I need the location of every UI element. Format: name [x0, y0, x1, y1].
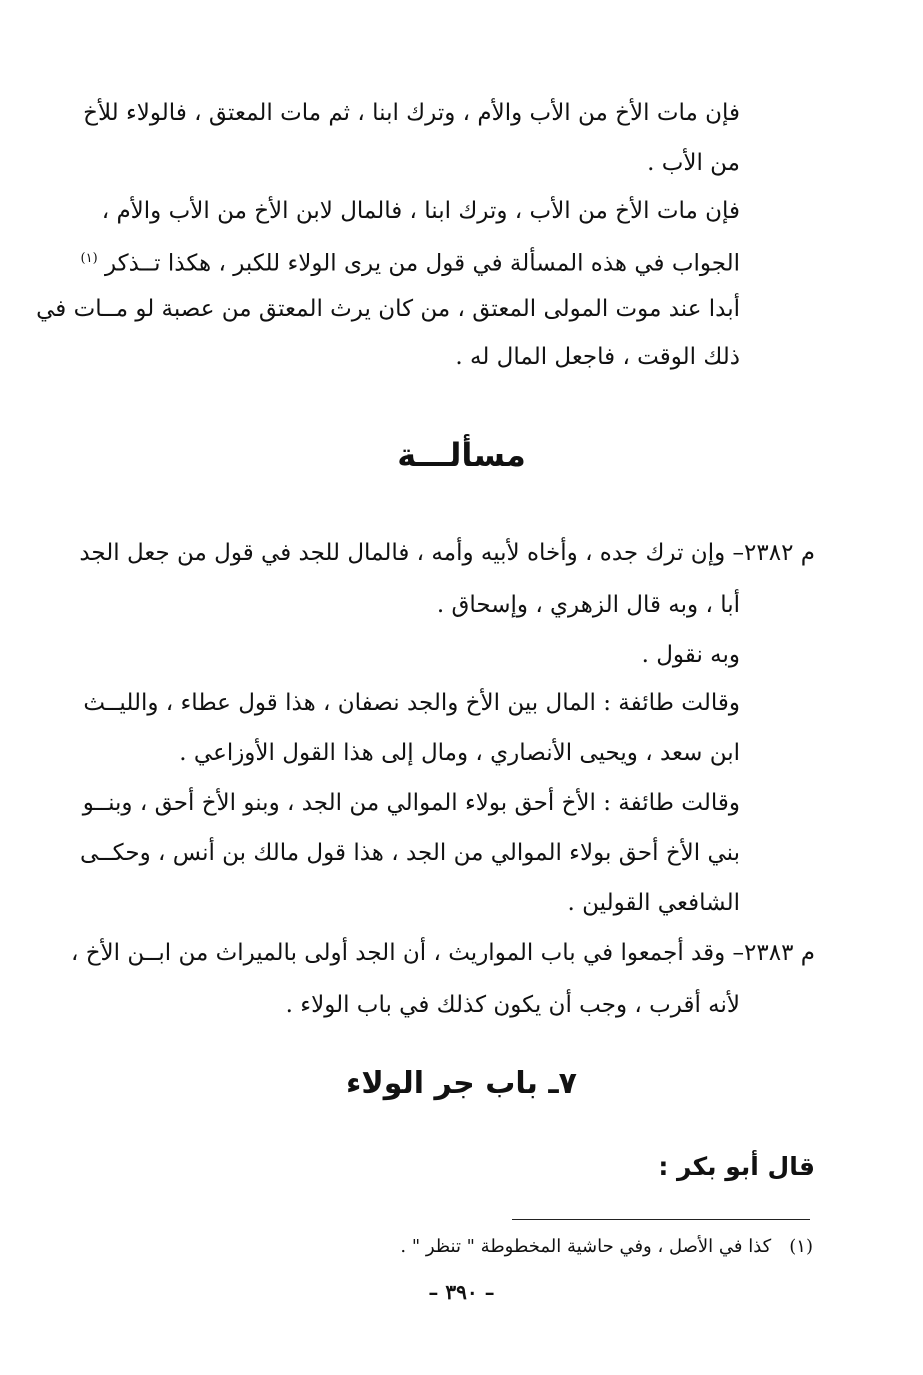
- footnote-reference: (١): [80, 251, 98, 266]
- numbered-paragraph-lead: م ٢٣٨٣– وقد أجمعوا في باب المواريث ، أن الجد أولى بالميراث من ابــن الأخ ،: [70, 940, 815, 966]
- text-line: [81, 244, 740, 279]
- text-line: أبا ، وبه قال الزهري ، وإسحاق .: [436, 592, 740, 618]
- text-line: بني الأخ أحق بولاء الموالي من الجد ، هذا قول مالك بن أنس ، وحكــى: [80, 840, 740, 866]
- text-line-body: الجواب في هذه المسألة في قول من يرى الولاء للكبر ، هكذا تــذكر: [104, 250, 740, 277]
- text-line: ابن سعد ، ويحيى الأنصاري ، ومال إلى هذا القول الأوزاعي .: [179, 740, 740, 766]
- text-line: فإن مات الأخ من الأب والأم ، وترك ابنا ، ثم مات المعتق ، فالولاء للأخ: [83, 100, 740, 126]
- chapter-heading: ٧ـ باب جر الولاء: [346, 1066, 577, 1101]
- text-line: لأنه أقرب ، وجب أن يكون كذلك في باب الولاء .: [285, 992, 740, 1018]
- page-number: – ٣٩٠ –: [428, 1280, 495, 1304]
- speaker-line: قال أبو بكر :: [658, 1152, 815, 1181]
- text-line: ذلك الوقت ، فاجعل المال له .: [455, 344, 740, 370]
- text-line: وقالت طائفة : الأخ أحق بولاء الموالي من الجد ، وبنو الأخ أحق ، وبنــو: [82, 790, 740, 816]
- text-line: الشافعي القولين .: [567, 890, 740, 916]
- footnote-marker: (١): [789, 1236, 813, 1257]
- footnote-divider: [512, 1219, 810, 1220]
- section-heading: مسألـــة: [397, 436, 526, 474]
- text-line: وبه نقول .: [641, 642, 740, 668]
- numbered-paragraph-lead: م ٢٣٨٢– وإن ترك جده ، وأخاه لأبيه وأمه ، فالمال للجد في قول من جعل الجد: [79, 540, 815, 566]
- text-line: فإن مات الأخ من الأب ، وترك ابنا ، فالمال لابن الأخ من الأب والأم ،: [101, 198, 740, 224]
- text-line: من الأب .: [647, 150, 740, 176]
- text-line: وقالت طائفة : المال بين الأخ والجد نصفان ، هذا قول عطاء ، والليــث: [83, 690, 740, 716]
- footnote: [400, 1236, 813, 1257]
- footnote-text: كذا في الأصل ، وفي حاشية المخطوطة " تنظر " .: [400, 1236, 772, 1257]
- text-line: أبدا عند موت المولى المعتق ، من كان يرث المعتق من عصبة لو مــات في: [36, 296, 740, 322]
